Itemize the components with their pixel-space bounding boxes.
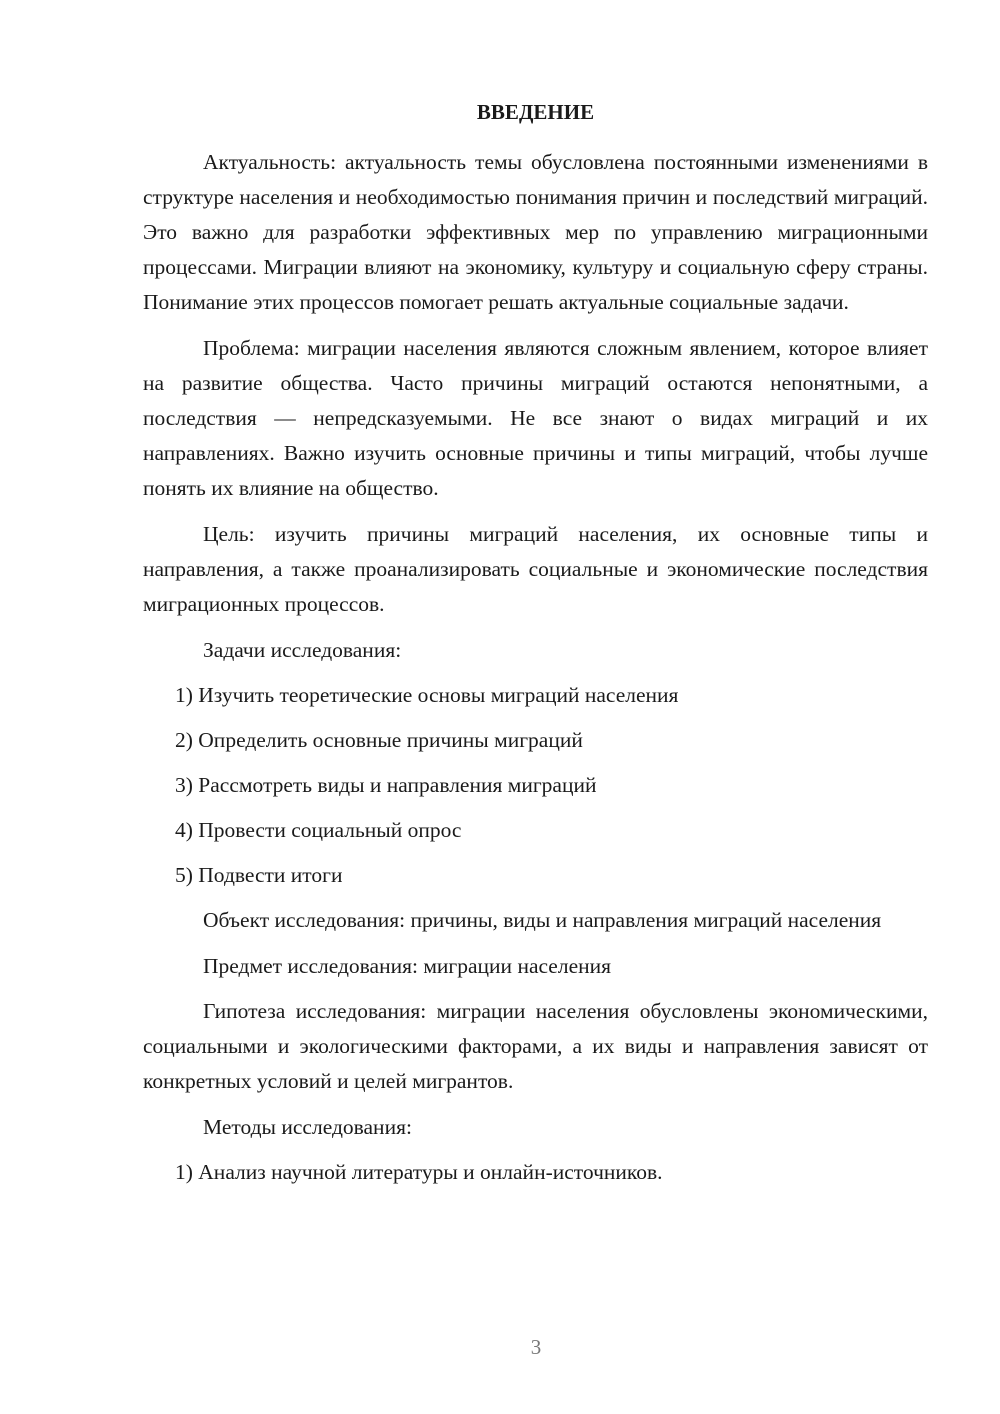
methods-heading: Методы исследования: <box>203 1115 412 1139</box>
problem-paragraph: Проблема: миграции населения являются сложным явлением, которое влияет на развитие общества. Часто причины миграций остаются непонятными, а последствия — непредсказуемыми. Не все знают о видах миграций и их направлениях. Важно изучить основные причины и типы миграций, чтобы лучше понять их влияние на общество. <box>143 336 928 500</box>
methods-list <box>143 1155 928 1190</box>
tasks-heading: Задачи исследования: <box>203 638 402 662</box>
relevance-paragraph: Актуальность: актуальность темы обусловлена постоянными изменениями в структуре населения и необходимостью понимания причин и последствий миграций. Это важно для разработки эффективных мер по управлению миграционными процессами. Миграции влияют на экономику, культуру и социальную сферу страны. Понимание этих процессов помогает решать актуальные социальные задачи. <box>143 150 928 314</box>
task-item: 2) Определить основные причины миграций <box>175 728 583 752</box>
page-number: 3 <box>530 1335 542 1359</box>
tasks-list <box>143 678 928 893</box>
section-title: ВВЕДЕНИЕ <box>476 100 595 124</box>
hypothesis-paragraph: Гипотеза исследования: миграции населения обусловлены экономическими, социальными и экологическими факторами, а их виды и направления зависят от конкретных условий и целей мигрантов. <box>143 999 928 1093</box>
document-page <box>143 95 928 1200</box>
goal-paragraph: Цель: изучить причины миграций населения, их основные типы и направления, а также проанализировать социальные и экономические последствия миграционных процессов. <box>143 522 928 616</box>
subject-paragraph: Предмет исследования: миграции населения <box>203 954 612 978</box>
method-item: 1) Анализ научной литературы и онлайн-источников. <box>175 1160 663 1184</box>
task-item: 1) Изучить теоретические основы миграций населения <box>175 683 679 707</box>
task-item: 5) Подвести итоги <box>175 863 343 887</box>
object-paragraph: Объект исследования: причины, виды и направления миграций населения <box>203 908 882 932</box>
task-item: 4) Провести социальный опрос <box>175 818 462 842</box>
task-item: 3) Рассмотреть виды и направления миграций <box>175 773 597 797</box>
